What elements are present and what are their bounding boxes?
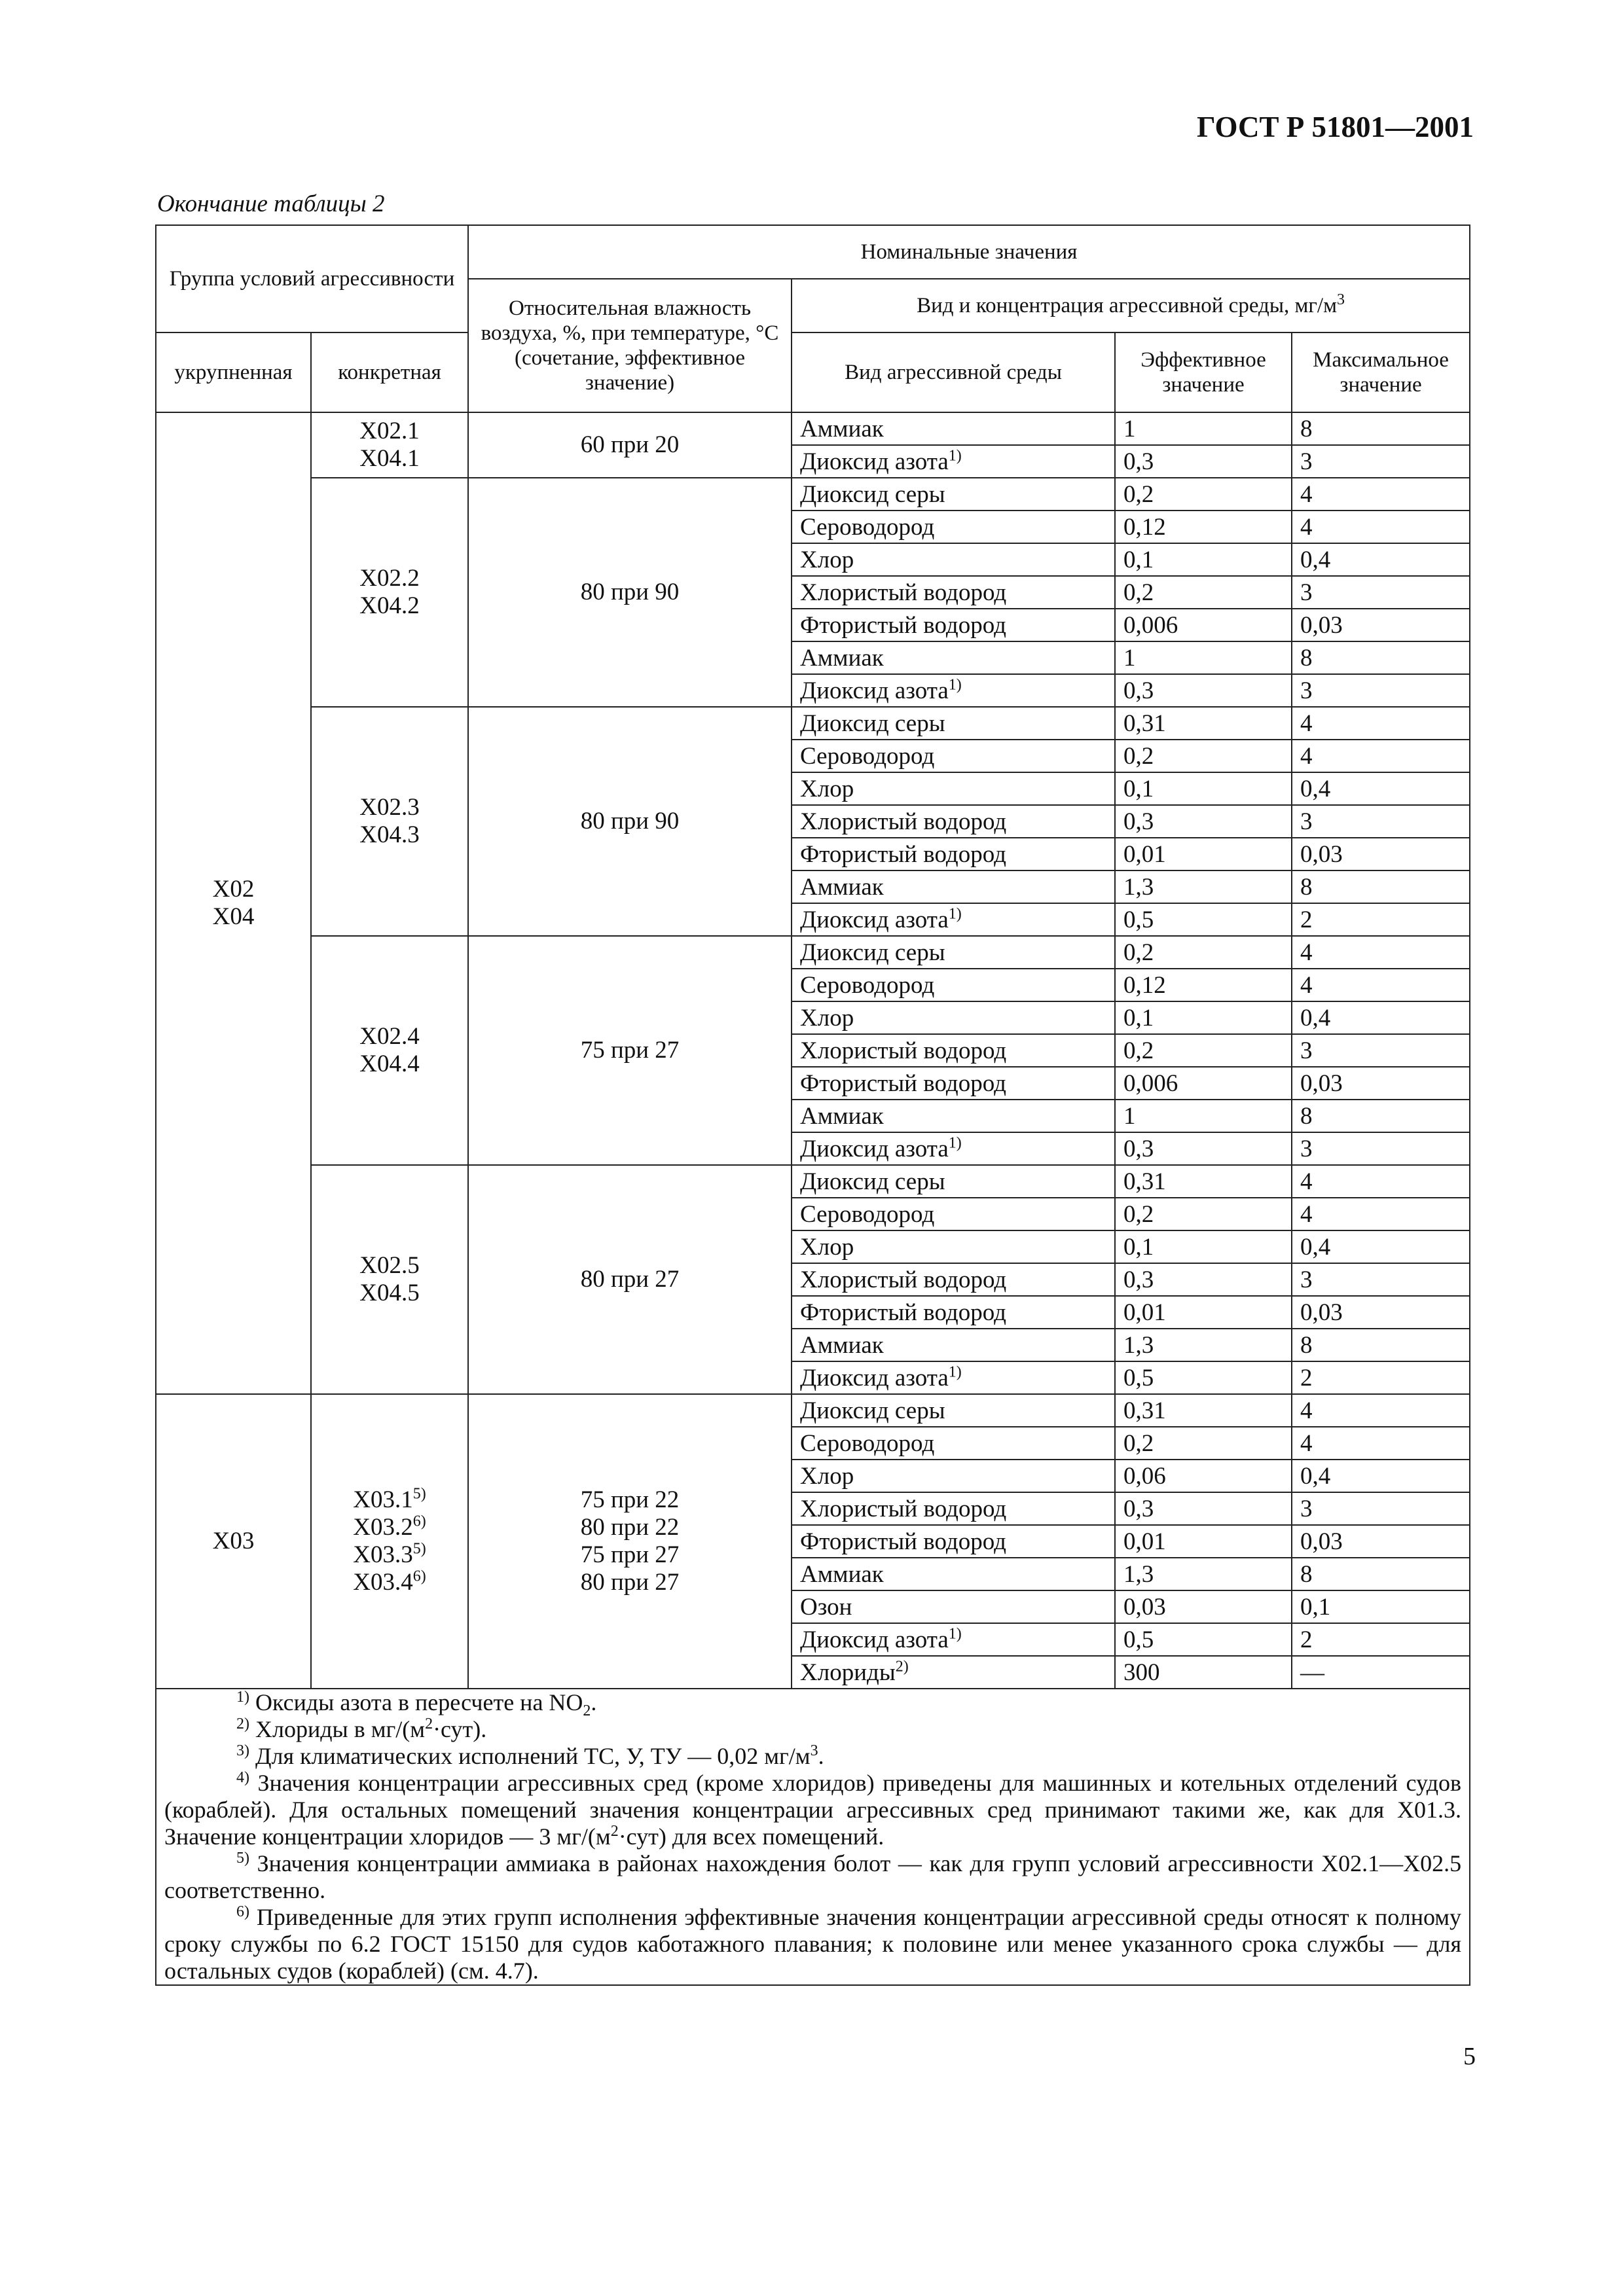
medium-type-cell bbox=[792, 969, 1115, 1001]
maximum-value-cell: 8 bbox=[1292, 412, 1470, 445]
medium-name: Диоксид азота bbox=[800, 906, 949, 933]
specific-code-text: Х04.2 bbox=[359, 592, 420, 619]
specific-group-code bbox=[319, 1569, 460, 1596]
specific-code-text: Х04.5 bbox=[359, 1280, 420, 1306]
specific-code-text: Х03.4 bbox=[353, 1569, 413, 1596]
effective-value-cell: 0,1 bbox=[1115, 543, 1292, 576]
effective-value-cell: 0,3 bbox=[1115, 1492, 1292, 1525]
effective-value-cell: 0,12 bbox=[1115, 969, 1292, 1001]
medium-header bbox=[792, 279, 1470, 332]
footnote-subscript: 2 bbox=[583, 1702, 591, 1720]
effective-value-cell: 0,3 bbox=[1115, 1263, 1292, 1296]
medium-type-cell bbox=[792, 936, 1115, 969]
humidity-value: 80 при 27 bbox=[580, 1569, 680, 1596]
specific-code-text: Х02.1 bbox=[359, 418, 420, 444]
maximum-value-cell: 4 bbox=[1292, 707, 1470, 740]
footnote-mark: 6) bbox=[236, 1903, 249, 1920]
effective-value-cell: 0,2 bbox=[1115, 1034, 1292, 1067]
specific-code-note: 5) bbox=[412, 1485, 426, 1503]
medium-type-cell bbox=[792, 445, 1115, 478]
footnote-text: ·сут) для всех помещений. bbox=[618, 1823, 884, 1850]
medium-name: Хлористый водород bbox=[800, 1495, 1007, 1522]
medium-type-cell bbox=[792, 1460, 1115, 1492]
specific-group-code bbox=[319, 1023, 460, 1050]
table-caption: Окончание таблицы 2 bbox=[157, 190, 385, 217]
maximum-value-cell: 4 bbox=[1292, 511, 1470, 543]
maximum-value-cell: 8 bbox=[1292, 1100, 1470, 1132]
medium-type-header: Вид агрессивной среды bbox=[792, 332, 1115, 412]
specific-group-cell bbox=[311, 1165, 468, 1394]
footnote bbox=[164, 1689, 1461, 1720]
humidity-value: 80 при 90 bbox=[580, 808, 680, 834]
medium-type-cell bbox=[792, 511, 1115, 543]
maximum-value-cell: 4 bbox=[1292, 478, 1470, 511]
medium-name: Аммиак bbox=[800, 1331, 884, 1359]
effective-value-cell: 1 bbox=[1115, 641, 1292, 674]
effective-value-cell: 0,3 bbox=[1115, 445, 1292, 478]
footnote-text: . bbox=[591, 1689, 597, 1715]
medium-type-cell bbox=[792, 1296, 1115, 1329]
medium-type-cell bbox=[792, 707, 1115, 740]
table-row bbox=[156, 478, 1470, 511]
table-row bbox=[156, 936, 1470, 969]
effective-value-cell: 0,3 bbox=[1115, 1132, 1292, 1165]
specific-group-cell bbox=[311, 478, 468, 707]
maximum-header: Максимальное значение bbox=[1292, 332, 1470, 412]
maximum-value-cell: 0,4 bbox=[1292, 1460, 1470, 1492]
footnote-mark: 1) bbox=[236, 1689, 249, 1706]
medium-type-cell bbox=[792, 903, 1115, 936]
effective-value-cell: 0,01 bbox=[1115, 838, 1292, 870]
medium-type-cell bbox=[792, 1230, 1115, 1263]
nominal-header: Номинальные значения bbox=[468, 225, 1470, 279]
maximum-value-cell: 3 bbox=[1292, 445, 1470, 478]
medium-type-cell bbox=[792, 543, 1115, 576]
footnote bbox=[164, 1850, 1461, 1904]
footnote-text: Приведенные для этих групп исполнения эффективные значения концентрации агрессивной среды относят к полному сроку службы по 6.2 ГОСТ 15150 для судов каботажного плавания; к половине или менее указанного срока службы — для остальных судов (кораблей) (см. 4.7). bbox=[164, 1904, 1462, 1984]
effective-value-cell: 0,2 bbox=[1115, 1427, 1292, 1460]
medium-name: Хлор bbox=[800, 1004, 854, 1031]
medium-type-cell bbox=[792, 641, 1115, 674]
specific-group-cell bbox=[311, 707, 468, 936]
table-row bbox=[156, 1394, 1470, 1427]
medium-name: Хлористый водород bbox=[800, 579, 1007, 606]
effective-value-cell: 1 bbox=[1115, 412, 1292, 445]
medium-name: Диоксид серы bbox=[800, 1168, 945, 1195]
specific-code-text: Х03.3 bbox=[353, 1541, 413, 1568]
footnotes-row bbox=[156, 1689, 1470, 1985]
medium-type-cell bbox=[792, 1198, 1115, 1230]
humidity-value: 75 при 27 bbox=[580, 1037, 680, 1064]
maximum-value-cell: 4 bbox=[1292, 1165, 1470, 1198]
footnote-superscript: 2 bbox=[425, 1715, 433, 1732]
medium-name: Аммиак bbox=[800, 1560, 884, 1588]
humidity-value: 75 при 27 bbox=[580, 1541, 680, 1568]
medium-note: 2) bbox=[895, 1658, 909, 1676]
effective-header: Эффективное значение bbox=[1115, 332, 1292, 412]
humidity-value: 75 при 22 bbox=[580, 1486, 680, 1513]
humidity-header: Относительная влажность воздуха, %, при температуре, °С (сочетание, эффективное значение) bbox=[468, 279, 792, 412]
maximum-value-cell: 8 bbox=[1292, 870, 1470, 903]
specific-code-note: 6) bbox=[412, 1568, 426, 1585]
medium-type-cell bbox=[792, 1492, 1115, 1525]
specific-group-code bbox=[319, 418, 460, 445]
specific-code-text: Х04.1 bbox=[359, 445, 420, 472]
enlarged-group-code: Х02 bbox=[212, 876, 255, 903]
specific-code-note: 6) bbox=[412, 1513, 426, 1530]
specific-code-text: Х02.2 bbox=[359, 565, 420, 592]
enlarged-group-code: Х04 bbox=[212, 903, 255, 930]
humidity-value: 80 при 90 bbox=[580, 579, 680, 605]
footnote-text: Для климатических исполнений ТС, У, ТУ — 0,02 мг/м bbox=[255, 1743, 811, 1769]
effective-value-cell: 1,3 bbox=[1115, 1558, 1292, 1590]
effective-value-cell: 0,5 bbox=[1115, 1361, 1292, 1394]
document-code: ГОСТ Р 51801—2001 bbox=[1196, 111, 1474, 143]
maximum-value-cell: 8 bbox=[1292, 641, 1470, 674]
medium-type-cell bbox=[792, 1427, 1115, 1460]
group-header: Группа условий агрессивности bbox=[156, 225, 468, 332]
medium-type-cell bbox=[792, 1590, 1115, 1623]
maximum-value-cell: 4 bbox=[1292, 740, 1470, 772]
effective-value-cell: 0,5 bbox=[1115, 1623, 1292, 1656]
specific-group-cell bbox=[311, 936, 468, 1165]
medium-type-cell bbox=[792, 838, 1115, 870]
enlarged-group-cell bbox=[156, 1394, 311, 1689]
medium-type-cell bbox=[792, 1525, 1115, 1558]
maximum-value-cell: 3 bbox=[1292, 1492, 1470, 1525]
effective-value-cell: 0,31 bbox=[1115, 1394, 1292, 1427]
maximum-value-cell: 3 bbox=[1292, 805, 1470, 838]
medium-type-cell bbox=[792, 772, 1115, 805]
effective-value-cell: 0,1 bbox=[1115, 772, 1292, 805]
medium-type-cell bbox=[792, 1001, 1115, 1034]
specific-code-text: Х02.4 bbox=[359, 1023, 420, 1050]
effective-value-cell: 0,2 bbox=[1115, 576, 1292, 609]
medium-note: 1) bbox=[948, 905, 962, 923]
footnotes bbox=[156, 1689, 1470, 1985]
footnote-text: Хлориды в мг/(м bbox=[255, 1716, 426, 1742]
maximum-value-cell: 3 bbox=[1292, 674, 1470, 707]
maximum-value-cell: 0,4 bbox=[1292, 1001, 1470, 1034]
medium-name: Сероводород bbox=[800, 1429, 935, 1457]
maximum-value-cell: — bbox=[1292, 1656, 1470, 1689]
humidity-value: 80 при 27 bbox=[580, 1266, 680, 1293]
medium-type-cell bbox=[792, 1329, 1115, 1361]
medium-name: Аммиак bbox=[800, 873, 884, 901]
footnote bbox=[164, 1716, 1461, 1743]
medium-name: Диоксид азота bbox=[800, 1364, 949, 1391]
medium-name: Хлор bbox=[800, 546, 854, 573]
medium-type-cell bbox=[792, 870, 1115, 903]
effective-value-cell: 0,5 bbox=[1115, 903, 1292, 936]
specific-group-cell bbox=[311, 1394, 468, 1689]
medium-name: Хлористый водород bbox=[800, 1266, 1007, 1293]
footnote-text: ·сут). bbox=[433, 1716, 487, 1742]
maximum-value-cell: 0,03 bbox=[1292, 1067, 1470, 1100]
humidity-cell bbox=[468, 1165, 792, 1394]
maximum-value-cell: 3 bbox=[1292, 576, 1470, 609]
medium-name: Хлор bbox=[800, 1462, 854, 1490]
maximum-value-cell: 3 bbox=[1292, 1034, 1470, 1067]
medium-name: Аммиак bbox=[800, 644, 884, 672]
footnote bbox=[164, 1770, 1461, 1850]
medium-name: Диоксид азота bbox=[800, 677, 949, 704]
maximum-value-cell: 2 bbox=[1292, 903, 1470, 936]
footnote-superscript: 3 bbox=[810, 1742, 818, 1759]
medium-name: Аммиак bbox=[800, 1102, 884, 1130]
effective-value-cell: 0,31 bbox=[1115, 1165, 1292, 1198]
medium-name: Хлористый водород bbox=[800, 1037, 1007, 1064]
maximum-value-cell: 8 bbox=[1292, 1329, 1470, 1361]
table-row bbox=[156, 1165, 1470, 1198]
medium-type-cell bbox=[792, 674, 1115, 707]
medium-type-cell bbox=[792, 1165, 1115, 1198]
medium-name: Сероводород bbox=[800, 513, 935, 541]
effective-value-cell: 0,2 bbox=[1115, 936, 1292, 969]
medium-type-cell bbox=[792, 740, 1115, 772]
effective-value-cell: 1,3 bbox=[1115, 1329, 1292, 1361]
effective-value-cell: 0,006 bbox=[1115, 609, 1292, 641]
maximum-value-cell: 0,03 bbox=[1292, 609, 1470, 641]
medium-name: Фтористый водород bbox=[800, 1299, 1006, 1326]
header-row-3 bbox=[156, 332, 1470, 412]
medium-type-cell bbox=[792, 1394, 1115, 1427]
medium-type-cell bbox=[792, 1132, 1115, 1165]
maximum-value-cell: 3 bbox=[1292, 1263, 1470, 1296]
maximum-value-cell: 3 bbox=[1292, 1132, 1470, 1165]
specific-code-text: Х02.3 bbox=[359, 794, 420, 821]
effective-value-cell: 0,2 bbox=[1115, 1198, 1292, 1230]
maximum-value-cell: 4 bbox=[1292, 1427, 1470, 1460]
specific-code-text: Х03.2 bbox=[353, 1514, 413, 1541]
specific-group-code bbox=[319, 1252, 460, 1280]
effective-value-cell: 0,03 bbox=[1115, 1590, 1292, 1623]
specific-code-text: Х04.3 bbox=[359, 821, 420, 848]
specific-group-code bbox=[319, 1486, 460, 1514]
table-row bbox=[156, 707, 1470, 740]
specific-group-code bbox=[319, 1050, 460, 1078]
medium-name: Фтористый водород bbox=[800, 1528, 1006, 1555]
specific-group-code bbox=[319, 1514, 460, 1541]
footnote-mark: 3) bbox=[236, 1742, 249, 1759]
humidity-cell bbox=[468, 1394, 792, 1689]
medium-name: Хлористый водород bbox=[800, 808, 1007, 835]
medium-type-cell bbox=[792, 1558, 1115, 1590]
medium-name: Хлориды bbox=[800, 1659, 896, 1686]
effective-value-cell: 0,2 bbox=[1115, 478, 1292, 511]
medium-name: Аммиак bbox=[800, 415, 884, 442]
maximum-value-cell: 4 bbox=[1292, 969, 1470, 1001]
footnote bbox=[164, 1743, 1461, 1770]
maximum-value-cell: 0,03 bbox=[1292, 1296, 1470, 1329]
maximum-value-cell: 0,1 bbox=[1292, 1590, 1470, 1623]
medium-type-cell bbox=[792, 1623, 1115, 1656]
maximum-value-cell: 4 bbox=[1292, 1198, 1470, 1230]
medium-type-cell bbox=[792, 576, 1115, 609]
maximum-value-cell: 0,03 bbox=[1292, 838, 1470, 870]
medium-name: Диоксид азота bbox=[800, 1626, 949, 1653]
medium-name: Хлор bbox=[800, 1233, 854, 1261]
effective-value-cell: 0,1 bbox=[1115, 1230, 1292, 1263]
maximum-value-cell: 8 bbox=[1292, 1558, 1470, 1590]
enlarged-header: укрупненная bbox=[156, 332, 311, 412]
header-row-1 bbox=[156, 225, 1470, 279]
specific-code-text: Х04.4 bbox=[359, 1050, 420, 1077]
effective-value-cell: 0,1 bbox=[1115, 1001, 1292, 1034]
specific-code-text: Х02.5 bbox=[359, 1252, 420, 1279]
humidity-cell bbox=[468, 936, 792, 1165]
enlarged-group-cell bbox=[156, 412, 311, 1394]
maximum-value-cell: 0,4 bbox=[1292, 1230, 1470, 1263]
effective-value-cell: 0,3 bbox=[1115, 805, 1292, 838]
specific-code-note: 5) bbox=[412, 1540, 426, 1558]
maximum-value-cell: 4 bbox=[1292, 936, 1470, 969]
specific-group-code bbox=[319, 821, 460, 849]
specific-group-code bbox=[319, 592, 460, 620]
medium-name: Диоксид азота bbox=[800, 1135, 949, 1162]
medium-type-cell bbox=[792, 1656, 1115, 1689]
medium-name: Диоксид серы bbox=[800, 1397, 945, 1424]
conditions-table bbox=[155, 224, 1470, 1986]
effective-value-cell: 0,3 bbox=[1115, 674, 1292, 707]
medium-name: Сероводород bbox=[800, 971, 935, 999]
medium-header-text: Вид и концентрация агрессивной среды, мг/м bbox=[917, 294, 1337, 317]
medium-note: 1) bbox=[948, 1363, 962, 1381]
medium-type-cell bbox=[792, 609, 1115, 641]
effective-value-cell: 0,01 bbox=[1115, 1525, 1292, 1558]
medium-name: Диоксид серы bbox=[800, 709, 945, 737]
medium-type-cell bbox=[792, 1361, 1115, 1394]
effective-value-cell: 0,2 bbox=[1115, 740, 1292, 772]
footnote-text: . bbox=[818, 1743, 824, 1769]
maximum-value-cell: 0,03 bbox=[1292, 1525, 1470, 1558]
effective-value-cell: 300 bbox=[1115, 1656, 1292, 1689]
medium-name: Диоксид серы bbox=[800, 480, 945, 508]
medium-header-sup: 3 bbox=[1336, 291, 1345, 308]
specific-header: конкретная bbox=[311, 332, 468, 412]
medium-name: Фтористый водород bbox=[800, 611, 1006, 639]
footnote-mark: 2) bbox=[236, 1715, 249, 1732]
humidity-cell bbox=[468, 412, 792, 478]
medium-type-cell bbox=[792, 412, 1115, 445]
medium-type-cell bbox=[792, 478, 1115, 511]
medium-type-cell bbox=[792, 1067, 1115, 1100]
footnote-mark: 4) bbox=[236, 1769, 249, 1786]
humidity-cell bbox=[468, 707, 792, 936]
medium-note: 1) bbox=[948, 676, 962, 694]
humidity-value: 60 при 20 bbox=[580, 431, 680, 458]
humidity-cell bbox=[468, 478, 792, 707]
effective-value-cell: 1,3 bbox=[1115, 870, 1292, 903]
effective-value-cell: 1 bbox=[1115, 1100, 1292, 1132]
medium-name: Диоксид серы bbox=[800, 939, 945, 966]
medium-name: Хлор bbox=[800, 775, 854, 802]
footnote-text: Значения концентрации аммиака в районах нахождения болот — как для групп условий агрессивности Х02.1—Х02.5 соответственно. bbox=[164, 1850, 1462, 1903]
table-row bbox=[156, 412, 1470, 445]
effective-value-cell: 0,12 bbox=[1115, 511, 1292, 543]
medium-name: Сероводород bbox=[800, 1200, 935, 1228]
medium-note: 1) bbox=[948, 1134, 962, 1152]
maximum-value-cell: 4 bbox=[1292, 1394, 1470, 1427]
specific-group-cell bbox=[311, 412, 468, 478]
medium-name: Фтористый водород bbox=[800, 840, 1006, 868]
page-number: 5 bbox=[1463, 2043, 1476, 2070]
footnote-text: Оксиды азота в пересчете на NO bbox=[255, 1689, 583, 1715]
humidity-value: 80 при 22 bbox=[580, 1514, 680, 1541]
enlarged-group-code: Х03 bbox=[212, 1528, 255, 1554]
specific-group-code bbox=[319, 565, 460, 592]
maximum-value-cell: 2 bbox=[1292, 1361, 1470, 1394]
maximum-value-cell: 0,4 bbox=[1292, 543, 1470, 576]
effective-value-cell: 0,01 bbox=[1115, 1296, 1292, 1329]
medium-type-cell bbox=[792, 1034, 1115, 1067]
effective-value-cell: 0,06 bbox=[1115, 1460, 1292, 1492]
medium-name: Диоксид азота bbox=[800, 448, 949, 475]
specific-code-text: Х03.1 bbox=[353, 1486, 413, 1513]
medium-name: Фтористый водород bbox=[800, 1069, 1006, 1097]
maximum-value-cell: 2 bbox=[1292, 1623, 1470, 1656]
specific-group-code bbox=[319, 1280, 460, 1307]
effective-value-cell: 0,006 bbox=[1115, 1067, 1292, 1100]
maximum-value-cell: 0,4 bbox=[1292, 772, 1470, 805]
footnote-mark: 5) bbox=[236, 1850, 249, 1867]
footnote-superscript: 2 bbox=[610, 1823, 619, 1840]
effective-value-cell: 0,31 bbox=[1115, 707, 1292, 740]
footnote-text: Значения концентрации агрессивных сред (кроме хлоридов) приведены для машинных и котельных отделений судов (кораблей). Для остальных помещений значения концентрации агрессивных сред принимают такими же, как для Х01.3. Значение концентрации хлоридов — 3 мг/(м bbox=[164, 1770, 1462, 1850]
specific-group-code bbox=[319, 794, 460, 821]
medium-type-cell bbox=[792, 1100, 1115, 1132]
medium-note: 1) bbox=[948, 447, 962, 465]
medium-note: 1) bbox=[948, 1625, 962, 1643]
footnote bbox=[164, 1904, 1461, 1984]
medium-name: Озон bbox=[800, 1593, 852, 1621]
medium-type-cell bbox=[792, 805, 1115, 838]
medium-type-cell bbox=[792, 1263, 1115, 1296]
medium-name: Сероводород bbox=[800, 742, 935, 770]
specific-group-code bbox=[319, 1541, 460, 1569]
specific-group-code bbox=[319, 445, 460, 473]
